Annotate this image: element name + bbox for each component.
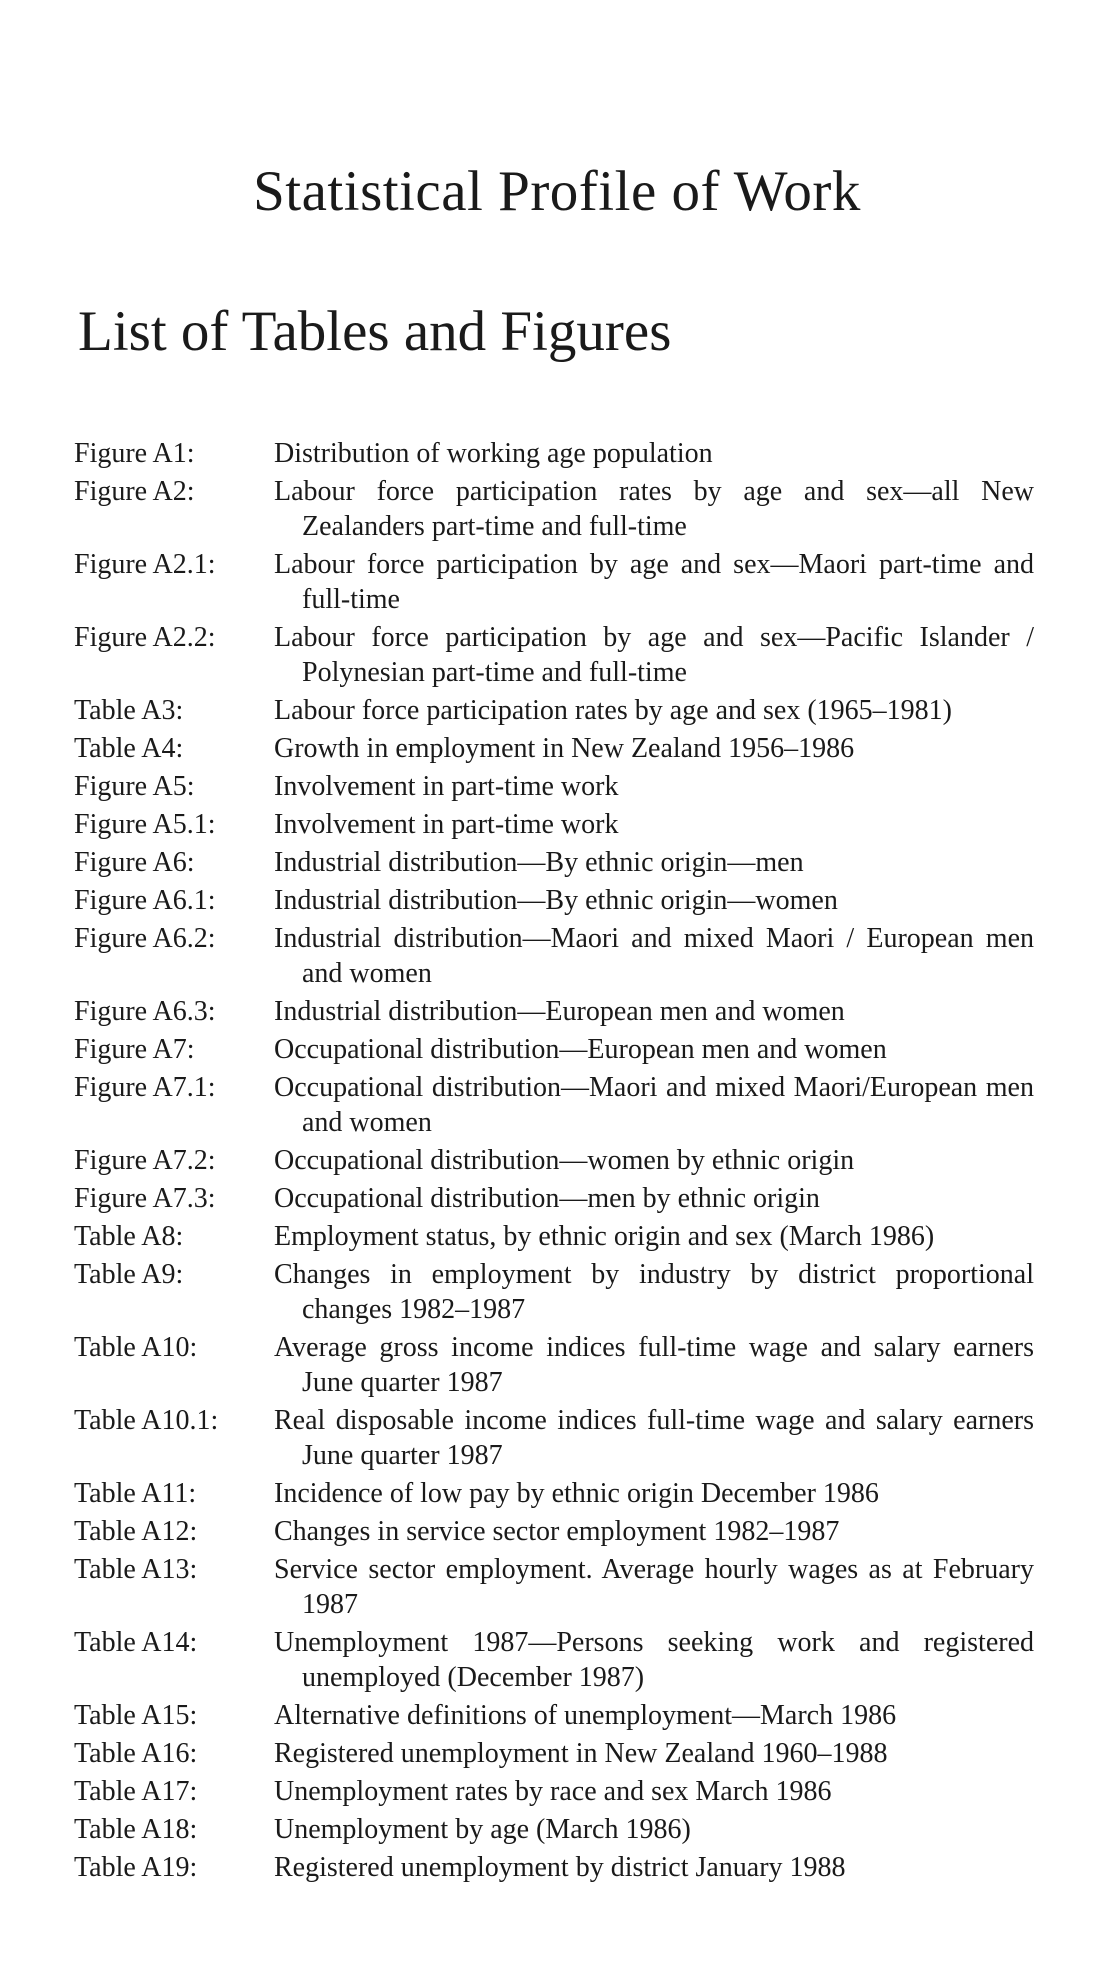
- list-item: [74, 1514, 1034, 1549]
- entry-description: Service sector employment. Average hourly wages as at February 1987: [274, 1554, 1034, 1620]
- entry-label: Figure A6.1:: [74, 885, 216, 916]
- list-item: [74, 1257, 1034, 1327]
- entry-label: Figure A5:: [74, 771, 195, 802]
- entry-label: Figure A1:: [74, 438, 195, 469]
- entry-description: Alternative definitions of unemployment—March 1986: [274, 1700, 897, 1731]
- entry-label: Figure A7.1:: [74, 1072, 216, 1103]
- entry-label: Table A8:: [74, 1221, 184, 1252]
- entry-label: Figure A7.3:: [74, 1183, 216, 1214]
- entry-description: Occupational distribution—men by ethnic origin: [274, 1183, 820, 1214]
- list-item: [74, 547, 1034, 617]
- entry-description: Occupational distribution—European men and women: [274, 1034, 887, 1065]
- list-item: [74, 1812, 1034, 1847]
- list-item: [74, 921, 1034, 991]
- entry-description: Changes in service sector employment 1982–1987: [274, 1516, 840, 1547]
- entry-description: Registered unemployment in New Zealand 1960–1988: [274, 1738, 888, 1769]
- entry-description: Labour force participation by age and sex—Maori part-time and full-time: [274, 549, 1034, 615]
- list-item: [74, 883, 1034, 918]
- entry-label: Table A16:: [74, 1738, 198, 1769]
- list-item: [74, 1403, 1034, 1473]
- list-item: [74, 1032, 1034, 1067]
- entry-label: Table A10.1:: [74, 1405, 219, 1436]
- entry-description: Labour force participation rates by age and sex—all New Zealanders part-time and full-time: [274, 476, 1034, 542]
- entry-description: Involvement in part-time work: [274, 771, 619, 802]
- list-item: [74, 1850, 1034, 1885]
- entry-description: Industrial distribution—Maori and mixed Maori / European men and women: [274, 923, 1034, 989]
- entry-description: Registered unemployment by district January 1988: [274, 1852, 846, 1883]
- entry-label: Table A4:: [74, 733, 184, 764]
- list-item: [74, 1736, 1034, 1771]
- entry-label: Figure A6.2:: [74, 923, 216, 954]
- entry-description: Changes in employment by industry by district proportional changes 1982–1987: [274, 1259, 1034, 1325]
- entry-description: Unemployment rates by race and sex March 1986: [274, 1776, 832, 1807]
- entry-description: Occupational distribution—women by ethnic origin: [274, 1145, 855, 1176]
- list-item: [74, 1476, 1034, 1511]
- entry-label: Figure A6:: [74, 847, 195, 878]
- entry-label: Figure A7:: [74, 1034, 195, 1065]
- list-item: [74, 845, 1034, 880]
- list-item: [74, 1698, 1034, 1733]
- entry-description: Growth in employment in New Zealand 1956–1986: [274, 733, 855, 764]
- entry-label: Table A9:: [74, 1259, 184, 1290]
- list-item: [74, 1181, 1034, 1216]
- entry-label: Table A19:: [74, 1852, 198, 1883]
- entry-label: Figure A6.3:: [74, 996, 216, 1027]
- entry-description: Incidence of low pay by ethnic origin December 1986: [274, 1478, 879, 1509]
- list-item: [74, 693, 1034, 728]
- list-item: [74, 436, 1034, 471]
- entry-label: Table A10:: [74, 1332, 198, 1363]
- entry-description: Involvement in part-time work: [274, 809, 619, 840]
- entry-label: Figure A7.2:: [74, 1145, 216, 1176]
- entry-description: Labour force participation rates by age and sex (1965–1981): [274, 695, 952, 726]
- section-title: List of Tables and Figures: [78, 300, 672, 363]
- entry-description: Labour force participation by age and sex—Pacific Islander / Polynesian part-time and full-time: [274, 622, 1034, 688]
- entry-description: Real disposable income indices full-time wage and salary earners June quarter 1987: [274, 1405, 1034, 1471]
- list-item: [74, 474, 1034, 544]
- entry-description: Distribution of working age population: [274, 438, 713, 469]
- entry-label: Table A13:: [74, 1554, 198, 1585]
- list-item: [74, 1552, 1034, 1622]
- list-item: [74, 1143, 1034, 1178]
- list-item: [74, 1219, 1034, 1254]
- entry-description: Industrial distribution—By ethnic origin—men: [274, 847, 804, 878]
- page-title: Statistical Profile of Work: [253, 160, 861, 223]
- entry-label: Figure A2:: [74, 476, 195, 507]
- list-item: [74, 769, 1034, 804]
- entry-label: Table A17:: [74, 1776, 198, 1807]
- entry-description: Unemployment 1987—Persons seeking work and registered unemployed (December 1987): [274, 1627, 1034, 1693]
- entry-label: Table A18:: [74, 1814, 198, 1845]
- entry-label: Figure A2.1:: [74, 549, 216, 580]
- contents-list: [74, 436, 1034, 1885]
- entry-description: Industrial distribution—By ethnic origin—women: [274, 885, 838, 916]
- entry-description: Average gross income indices full-time wage and salary earners June quarter 1987: [274, 1332, 1034, 1398]
- entry-label: Table A15:: [74, 1700, 198, 1731]
- entry-description: Occupational distribution—Maori and mixed Maori/European men and women: [274, 1072, 1034, 1138]
- entry-description: Employment status, by ethnic origin and sex (March 1986): [274, 1221, 935, 1252]
- entry-description: Unemployment by age (March 1986): [274, 1814, 691, 1845]
- list-item: [74, 807, 1034, 842]
- entry-label: Table A11:: [74, 1478, 197, 1509]
- list-item: [74, 731, 1034, 766]
- list-item: [74, 1070, 1034, 1140]
- list-item: [74, 994, 1034, 1029]
- list-item: [74, 620, 1034, 690]
- entry-label: Figure A2.2:: [74, 622, 216, 653]
- list-item: [74, 1625, 1034, 1695]
- entry-label: Table A3:: [74, 695, 184, 726]
- list-item: [74, 1774, 1034, 1809]
- entry-label: Table A14:: [74, 1627, 198, 1658]
- entry-description: Industrial distribution—European men and women: [274, 996, 845, 1027]
- entry-label: Table A12:: [74, 1516, 198, 1547]
- entry-label: Figure A5.1:: [74, 809, 216, 840]
- list-item: [74, 1330, 1034, 1400]
